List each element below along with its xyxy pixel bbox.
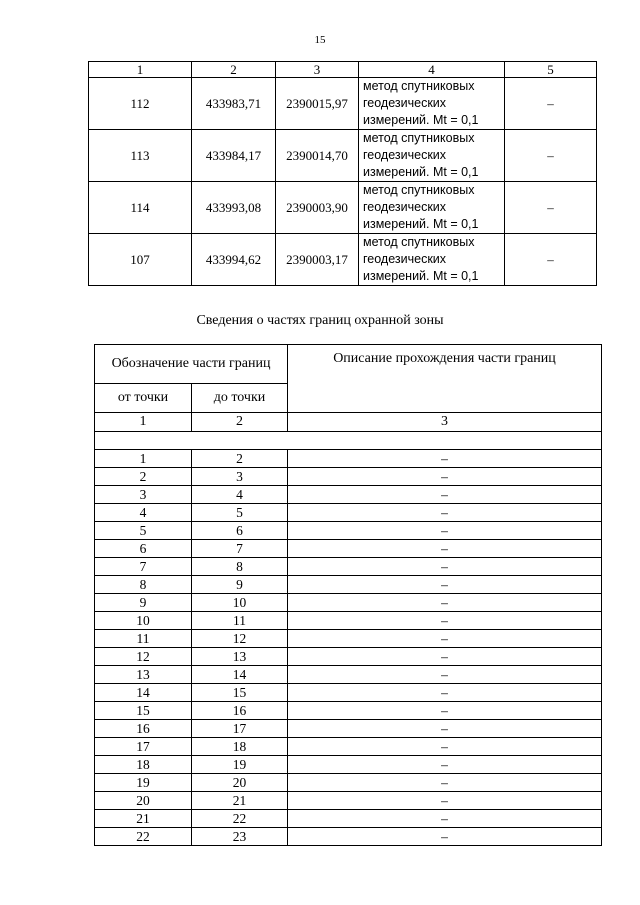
header-row xyxy=(89,62,597,78)
description-cell: – xyxy=(288,738,602,756)
to-point-cell: 23 xyxy=(192,828,288,846)
point-number-cell: 113 xyxy=(89,130,192,182)
description-cell: – xyxy=(288,468,602,486)
description-cell: – xyxy=(288,540,602,558)
method-line: измерений. Mt = 0,1 xyxy=(363,165,479,179)
boundary-parts-table xyxy=(94,344,602,846)
note-cell: – xyxy=(505,234,597,286)
from-point-cell: 18 xyxy=(95,756,192,774)
page-number: 15 xyxy=(314,34,326,46)
to-point-cell: 15 xyxy=(192,684,288,702)
method-line: метод спутниковых xyxy=(363,183,475,197)
description-cell: – xyxy=(288,720,602,738)
description-cell: – xyxy=(288,504,602,522)
description-cell: – xyxy=(288,486,602,504)
to-point-cell: 22 xyxy=(192,810,288,828)
from-point-cell: 2 xyxy=(95,468,192,486)
table-row xyxy=(95,630,602,648)
table-row xyxy=(95,702,602,720)
table-row xyxy=(95,504,602,522)
description-cell: – xyxy=(288,774,602,792)
column-number: 5 xyxy=(505,62,597,78)
to-point-cell: 19 xyxy=(192,756,288,774)
table-row xyxy=(95,576,602,594)
description-cell: – xyxy=(288,828,602,846)
method-line: геодезических xyxy=(363,148,447,162)
x-coordinate-cell: 433983,71 xyxy=(192,78,276,130)
from-point-cell: 6 xyxy=(95,540,192,558)
column-number: 2 xyxy=(192,413,288,432)
from-point-cell: 12 xyxy=(95,648,192,666)
table-row xyxy=(95,666,602,684)
method-line: измерений. Mt = 0,1 xyxy=(363,217,479,231)
method-cell xyxy=(359,78,505,130)
from-point-cell: 11 xyxy=(95,630,192,648)
to-point-cell: 10 xyxy=(192,594,288,612)
y-coordinate-cell: 2390014,70 xyxy=(276,130,359,182)
from-point-cell: 14 xyxy=(95,684,192,702)
to-point-cell: 7 xyxy=(192,540,288,558)
column-number: 1 xyxy=(95,413,192,432)
table-row xyxy=(95,594,602,612)
table-row xyxy=(95,522,602,540)
column-number: 4 xyxy=(359,62,505,78)
from-point-cell: 7 xyxy=(95,558,192,576)
table-row xyxy=(89,78,597,130)
note-cell: – xyxy=(505,130,597,182)
point-number-cell: 114 xyxy=(89,182,192,234)
method-line: геодезических xyxy=(363,96,447,110)
from-point-cell: 8 xyxy=(95,576,192,594)
table-row xyxy=(95,684,602,702)
description-cell: – xyxy=(288,576,602,594)
table-row xyxy=(95,450,602,468)
description-cell: – xyxy=(288,756,602,774)
table-row xyxy=(95,774,602,792)
from-point-cell: 16 xyxy=(95,720,192,738)
y-coordinate-cell: 2390003,17 xyxy=(276,234,359,286)
description-cell: – xyxy=(288,612,602,630)
from-point-cell: 10 xyxy=(95,612,192,630)
description-header: Описание прохождения части границ xyxy=(288,345,602,413)
column-number: 3 xyxy=(276,62,359,78)
to-point-cell: 16 xyxy=(192,702,288,720)
method-line: измерений. Mt = 0,1 xyxy=(363,113,479,127)
section-title: Сведения о частях границ охранной зоны xyxy=(196,313,444,328)
description-cell: – xyxy=(288,792,602,810)
from-point-cell: 15 xyxy=(95,702,192,720)
method-cell xyxy=(359,182,505,234)
to-point-cell: 9 xyxy=(192,576,288,594)
description-cell: – xyxy=(288,684,602,702)
from-point-cell: 5 xyxy=(95,522,192,540)
column-number: 1 xyxy=(89,62,192,78)
from-point-cell: 9 xyxy=(95,594,192,612)
point-number-cell: 107 xyxy=(89,234,192,286)
to-point-cell: 21 xyxy=(192,792,288,810)
method-line: метод спутниковых xyxy=(363,131,475,145)
table-row xyxy=(95,648,602,666)
table-row xyxy=(95,756,602,774)
to-point-cell: 18 xyxy=(192,738,288,756)
blank-row xyxy=(95,432,602,450)
y-coordinate-cell: 2390003,90 xyxy=(276,182,359,234)
note-cell: – xyxy=(505,182,597,234)
method-line: измерений. Mt = 0,1 xyxy=(363,269,479,283)
to-point-cell: 6 xyxy=(192,522,288,540)
to-point-cell: 5 xyxy=(192,504,288,522)
x-coordinate-cell: 433994,62 xyxy=(192,234,276,286)
from-point-cell: 13 xyxy=(95,666,192,684)
description-cell: – xyxy=(288,666,602,684)
from-point-cell: 1 xyxy=(95,450,192,468)
from-point-cell: 17 xyxy=(95,738,192,756)
y-coordinate-cell: 2390015,97 xyxy=(276,78,359,130)
method-line: метод спутниковых xyxy=(363,235,475,249)
from-point-cell: 19 xyxy=(95,774,192,792)
description-cell: – xyxy=(288,630,602,648)
note-cell: – xyxy=(505,78,597,130)
x-coordinate-cell: 433993,08 xyxy=(192,182,276,234)
table-row xyxy=(89,182,597,234)
to-point-cell: 11 xyxy=(192,612,288,630)
table-row xyxy=(95,558,602,576)
from-point-cell: 21 xyxy=(95,810,192,828)
to-point-cell: 13 xyxy=(192,648,288,666)
method-line: геодезических xyxy=(363,200,447,214)
table-row xyxy=(95,738,602,756)
to-point-cell: 3 xyxy=(192,468,288,486)
to-point-cell: 12 xyxy=(192,630,288,648)
table-row xyxy=(95,792,602,810)
column-number: 3 xyxy=(288,413,602,432)
boundary-part-designation-header: Обозначение части границ xyxy=(95,345,288,384)
description-cell: – xyxy=(288,702,602,720)
to-point-cell: 17 xyxy=(192,720,288,738)
to-point-cell: 8 xyxy=(192,558,288,576)
point-number-cell: 112 xyxy=(89,78,192,130)
to-point-cell: 2 xyxy=(192,450,288,468)
table-row xyxy=(89,234,597,286)
description-cell: – xyxy=(288,648,602,666)
to-point-cell: 20 xyxy=(192,774,288,792)
description-cell: – xyxy=(288,450,602,468)
description-cell: – xyxy=(288,594,602,612)
to-point-cell: 14 xyxy=(192,666,288,684)
table-row xyxy=(95,468,602,486)
description-cell: – xyxy=(288,558,602,576)
table-row xyxy=(95,828,602,846)
coordinates-table xyxy=(88,61,597,286)
table-row xyxy=(95,720,602,738)
table-row xyxy=(89,130,597,182)
group-header-row xyxy=(95,345,602,384)
to-point-cell: 4 xyxy=(192,486,288,504)
method-cell xyxy=(359,234,505,286)
blank-cell xyxy=(95,432,602,450)
table-row xyxy=(95,540,602,558)
method-cell xyxy=(359,130,505,182)
table-row xyxy=(95,810,602,828)
description-cell: – xyxy=(288,810,602,828)
from-point-cell: 22 xyxy=(95,828,192,846)
to-point-header: до точки xyxy=(192,384,288,413)
from-point-cell: 4 xyxy=(95,504,192,522)
from-point-header: от точки xyxy=(95,384,192,413)
method-line: метод спутниковых xyxy=(363,79,475,93)
column-number: 2 xyxy=(192,62,276,78)
from-point-cell: 3 xyxy=(95,486,192,504)
x-coordinate-cell: 433984,17 xyxy=(192,130,276,182)
table-row xyxy=(95,612,602,630)
method-line: геодезических xyxy=(363,252,447,266)
description-cell: – xyxy=(288,522,602,540)
column-numbers-row xyxy=(95,413,602,432)
from-point-cell: 20 xyxy=(95,792,192,810)
table-row xyxy=(95,486,602,504)
